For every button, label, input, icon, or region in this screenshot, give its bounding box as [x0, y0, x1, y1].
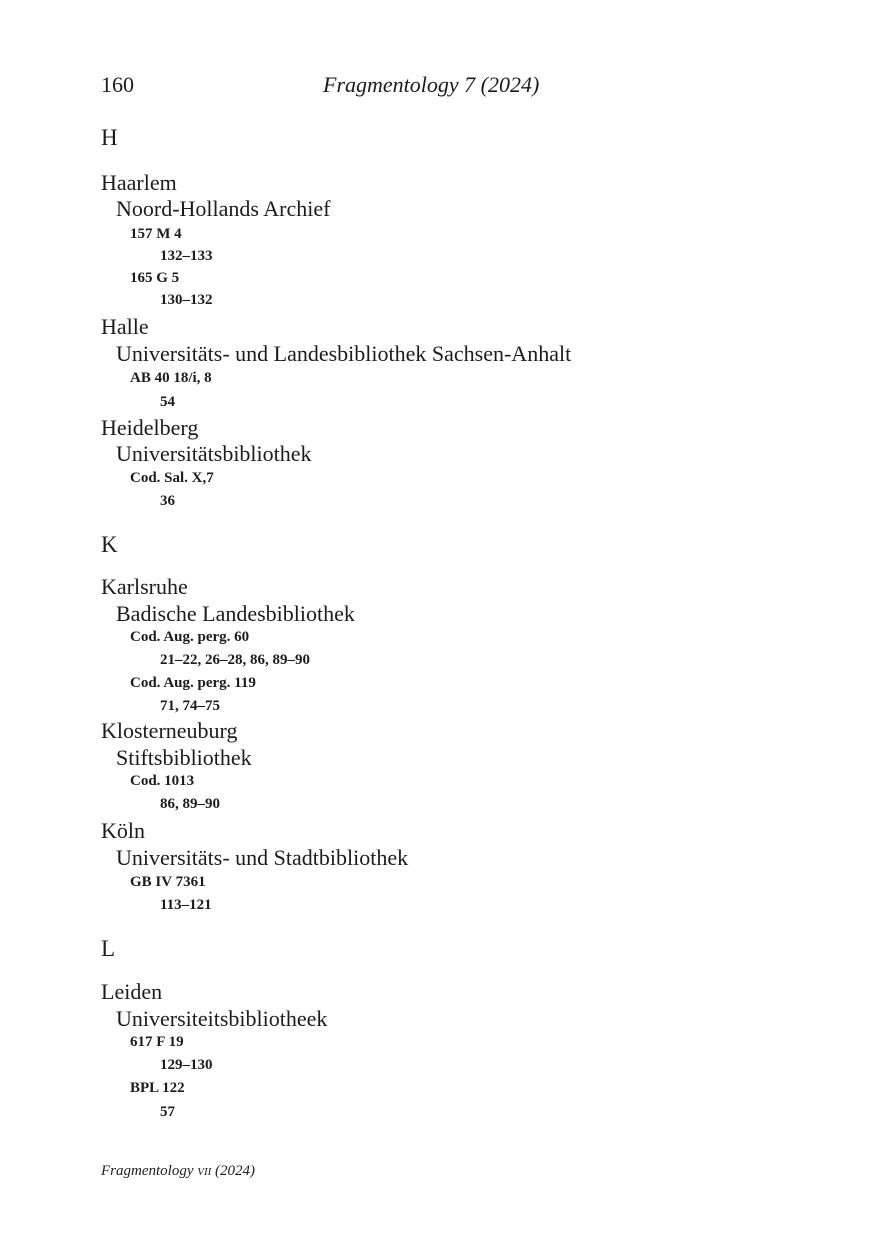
- page-refs: 54: [160, 394, 175, 410]
- footer-volume: vii: [197, 1163, 212, 1179]
- page-refs: 57: [160, 1104, 175, 1120]
- page-refs: 36: [160, 493, 175, 509]
- city-halle: Halle: [101, 314, 149, 339]
- page-refs: 71, 74–75: [160, 698, 220, 714]
- city-leiden: Leiden: [101, 979, 163, 1004]
- city-haarlem: Haarlem: [101, 170, 177, 195]
- page-refs: 130–132: [160, 292, 213, 308]
- city-klosterneuburg: Klosterneuburg: [101, 718, 238, 743]
- shelfmark: Cod. Sal. X,7: [130, 470, 214, 486]
- institution: Noord-Hollands Archief: [116, 196, 331, 221]
- shelfmark: 165 G 5: [130, 270, 180, 286]
- shelfmark: 157 M 4: [130, 226, 182, 242]
- page-refs: 129–130: [160, 1057, 213, 1073]
- section-letter-l: L: [101, 936, 116, 961]
- page-refs: 86, 89–90: [160, 796, 220, 812]
- page-refs: 21–22, 26–28, 86, 89–90: [160, 652, 310, 668]
- page-footer: [101, 1163, 255, 1180]
- running-head: [101, 72, 561, 102]
- section-letter-h: H: [101, 125, 118, 150]
- institution: Badische Landesbibliothek: [116, 601, 355, 626]
- page-refs: 132–133: [160, 248, 213, 264]
- shelfmark: Cod. Aug. perg. 60: [130, 629, 250, 645]
- shelfmark: GB IV 7361: [130, 874, 206, 890]
- journal-title: Fragmentology 7 (2024): [323, 72, 540, 97]
- page-number: 160: [101, 72, 134, 97]
- shelfmark: 617 F 19: [130, 1034, 184, 1050]
- institution: Stiftsbibliothek: [116, 745, 252, 770]
- institution: Universiteitsbibliotheek: [116, 1006, 328, 1031]
- shelfmark: BPL 122: [130, 1080, 185, 1096]
- shelfmark: Cod. 1013: [130, 773, 195, 789]
- page-refs: 113–121: [160, 897, 212, 913]
- city-koln: Köln: [101, 818, 145, 843]
- city-heidelberg: Heidelberg: [101, 415, 199, 440]
- institution: Universitäts- und Stadtbibliothek: [116, 845, 409, 870]
- city-karlsruhe: Karlsruhe: [101, 574, 188, 599]
- section-letter-k: K: [101, 532, 118, 557]
- shelfmark: AB 40 18/i, 8: [130, 370, 212, 386]
- footer-journal: Fragmentology: [101, 1163, 194, 1179]
- shelfmark: Cod. Aug. perg. 119: [130, 675, 256, 691]
- institution: Universitäts- und Landesbibliothek Sachsen-Anhalt: [116, 341, 572, 366]
- footer-year: (2024): [215, 1163, 256, 1179]
- institution: Universitätsbibliothek: [116, 441, 312, 466]
